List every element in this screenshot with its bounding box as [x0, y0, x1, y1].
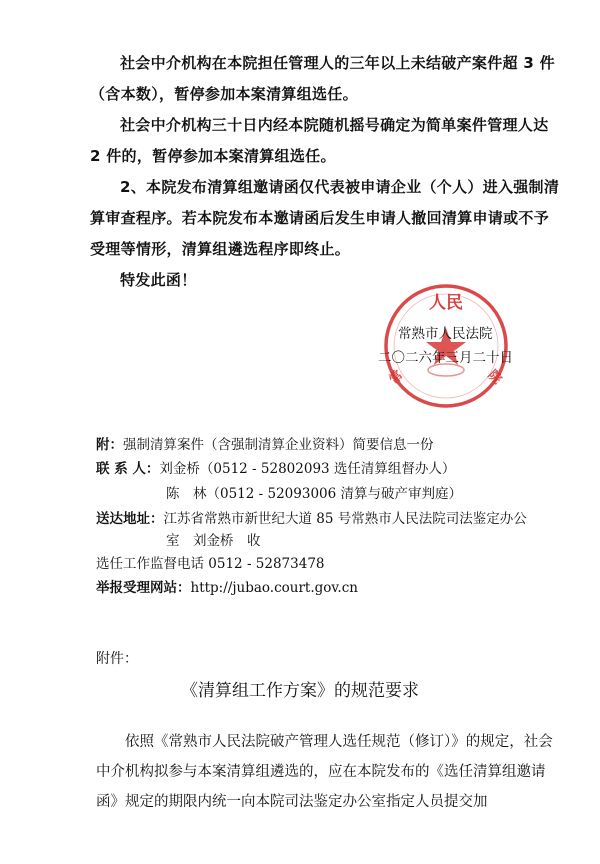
- attachment-label: 附：: [96, 437, 123, 453]
- supervision-phone: 选任工作监督电话 0512 - 52873478: [96, 556, 325, 572]
- report-line: [96, 577, 358, 599]
- report-label: 举报受理网站：: [96, 580, 191, 596]
- annex-paragraph: 依照《常熟市人民法院破产管理人选任规范（修订）》的规定，社会中介机构拟参与本案清算组遴选的，应在本院发布的《选任清算组邀请函》规定的期限内统一向本院司法鉴定办公室指定人员提交加: [96, 734, 553, 810]
- contact-1: 刘金桥（0512 - 52802093 选任清算组督办人）: [159, 461, 456, 477]
- seal-text-left: 常: [386, 367, 407, 388]
- address-line-2: 室 刘金桥 收: [166, 533, 261, 549]
- address-label: 送达地址：: [96, 511, 164, 527]
- paragraph-item-2: 2、本院发布清算组邀请函仅代表被申请企业（个人）进入强制清算审查程序。若本院发布本邀请函后发生申请人撤回清算申请或不予受理等情形，清算组遴选程序即终止。: [90, 178, 560, 258]
- annex-label: 附件：: [96, 651, 138, 667]
- signature-date: 二〇二六年三月二十日: [378, 350, 513, 366]
- report-url[interactable]: http://jubao.court.gov.cn: [190, 580, 358, 596]
- seal-text-top: 人民: [429, 293, 463, 313]
- attachment-line: [96, 434, 434, 456]
- annex-title: 《清算组工作方案》的规范要求: [181, 681, 419, 701]
- signature-court: 常熟市人民法院: [398, 326, 493, 342]
- contact-label: 联 系 人：: [96, 461, 160, 477]
- paragraph-limit-3-cases: 社会中介机构在本院担任管理人的三年以上未结破产案件超 3 件（含本数），暂停参加本案清算组选任。: [90, 54, 555, 103]
- address-line: [96, 508, 527, 530]
- paragraph-limit-2-cases: 社会中介机构三十日内经本院随机摇号确定为简单案件管理人达 2 件的，暂停参加本案清算组选任。: [90, 116, 549, 165]
- address-text-1: 江苏省常熟市新世纪大道 85 号常熟市人民法院司法鉴定办公: [163, 511, 527, 527]
- seal-text-right: 院: [484, 367, 505, 388]
- contact-line-2: 陈 林（0512 - 52093006 清算与破产审判庭）: [166, 486, 463, 502]
- paragraph-closing: 特发此函！: [120, 271, 197, 289]
- attachment-text: 强制清算案件（含强制清算企业资料）简要信息一份: [123, 437, 434, 453]
- contact-line-1: [96, 458, 455, 480]
